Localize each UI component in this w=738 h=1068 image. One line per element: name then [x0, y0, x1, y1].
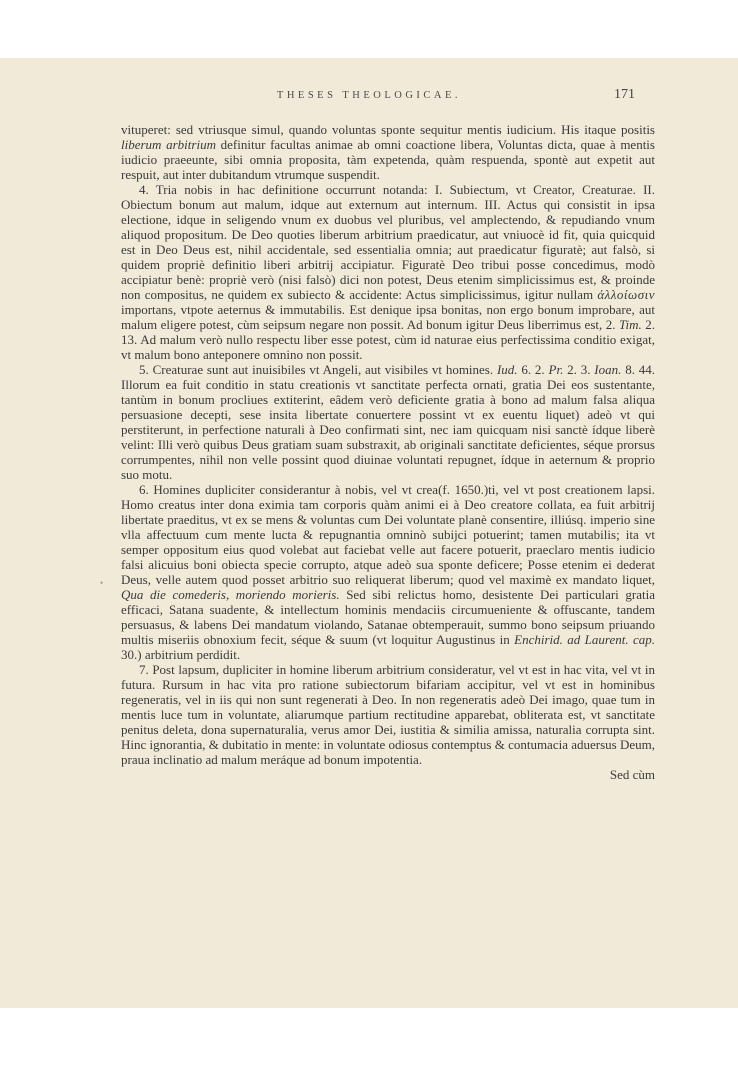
margin-speck: • [100, 578, 104, 588]
page-header [0, 87, 738, 107]
scripture-ref: Tim. [618, 317, 642, 332]
catchword: Sed cùm [609, 767, 655, 782]
scripture-ref: Ioan. [594, 362, 622, 377]
running-head: THESES THEOLOGICAE. [276, 90, 462, 101]
paragraph-continuation: vituperet: sed vtriusque simul, quando voluntas sponte sequitur mentis iudicium. His itaque positis liberum arbitrium definitur facultas animae ab omni coactione libera, Voluntas dicta, quae à mentis iudicio praeeunte, sibi omnia proposita, tàm expetenda, quàm respuenda, spontè aut expetit aut respuit, aut inter dubitandum vtrumque suspendit. [121, 122, 655, 182]
scan-margin-top [0, 0, 738, 58]
citation: Enchirid. ad Laurent. cap. [514, 632, 655, 647]
paragraph-4: 4. Tria nobis in hac definitione occurrunt notanda: I. Subiectum, vt Creator, Creaturae. II. Obiectum bonum aut malum, idque aut externum aut internum. III. Actus qui consistit in ipsa electione, idque in seligendo vnum ex duobus vel pluribus, vel amplectendo, & repudiando vnum aliquod propositum. De Deo quoties liberum arbitrium praedicatur, aut vniuocè id fit, quia quicquid est in Deo Deus est, nihil accidentale, sed essentialia omnia; aut praedicatur figuratè; aut falsò, si quidem propriè definitio liberi arbitrij accipiatur. Figuratè Deo tribui posse concedimus, modò accipiatur benè: propriè verò (nisi falsò) dici non potest, Deus etenim simplicissimus est, & proinde non compositus, ne quidem ex subiecto & accidente: Actus simplicissimus, igitur nullam ἀλλοίωσιν importans, vtpote aeternus & immutabilis. Est denique ipsa bonitas, non ergo bonum improbare, aut malum eligere potest, cùm seipsum negare non possit. Ad bonum igitur Deus liberrimus est, 2. Tim. 2. 13. Ad malum verò nullo respectu liber esse potest, cùm id naturae eius perfectissima conditio exigat, vt malum bono anteponere omnino non possit. [121, 182, 655, 362]
italic-term: liberum arbitrium [121, 137, 216, 152]
body-text [121, 122, 655, 782]
paragraph-5: 5. Creaturae sunt aut inuisibiles vt Angeli, aut visibiles vt homines. Iud. 6. 2. Pr. 2. 3. Ioan. 8. 44. Illorum ea fuit conditio in statu creationis vt sanctitate perfecta ornati, gratia Dei eos sustentante, tantùm in bonum procliues extiterint, eâdem verò deficiente gratia à bono ad malum falsa aliqua persuasione decepti, sese insita libertate conuertere possint vt ex euentu liquet) adeò vt qui perstiterunt, in perfectione naturali à Deo confirmati sint, nec iam quicquam nisi sanctè ídque liberè velint: Illi verò quibus Deus gratiam suam substraxit, ab originali sanctitate deficientes, séque prorsus corrumpentes, nihil non velle possint quod diuinae voluntati repugnet, ídque in aeternum & proprio suo motu. [121, 362, 656, 482]
quotation: Qua die comederis, moriendo morieris. [121, 587, 340, 602]
greek-word: ἀλλοίωσιν [597, 287, 655, 302]
paragraph-7: 7. Post lapsum, dupliciter in homine liberum arbitrium consideratur, vel vt est in hac vita, vel vt in futura. Rursum in hac vita pro ratione subiectorum bifariam accipitur, vel vt est in hominibus regeneratis, vel in iis qui non sunt regenerati à Deo. In non regeneratis adeò Dei imago, quae tum in mentis luce tum in voluntate, aliarumque partium rectitudine apparebat, obliterata est, vt sanctitate penitus deleta, dona supernaturalia, verus amor Dei, iustitia & similia amissa, naturalia corrupta sint. Hinc ignorantia, & dubitatio in mente: in voluntate odiosus contemptus & contumacia aduersus Deum, praua inclinatio ad malum meráque ad bonum impotentia. [121, 662, 655, 767]
paragraph-6: 6. Homines dupliciter considerantur à nobis, vel vt crea(f. 1650.)ti, vel vt post creationem lapsi. Homo creatus inter dona eximia tam corporis quàm animi ei à Deo creatore collata, ea fuit arbitrij libertate praeditus, vt ex se mens & voluntas cum Dei voluntate planè consentire, illiúsq. imperio sine vlla affectuum cum mente lucta & repugnantia omninò subijci potuerint; tamen mutabilis; ita vt semper oppositum eius quod volebat aut faciebat velle aut facere potuerit, praeclaro mentis iudicio falsi alicuius boni obiecta specie corrupto, atque adeò sua sponte deficere; Posse etenim ei dederat Deus, velle autem quod posset arbitrio suo reliquerat liberum; quod vel maximè ex mandato liquet, Qua die comederis, moriendo morieris. Sed sibi relictus homo, desistente Dei particulari gratia efficaci, Satana suadente, & intellectum hominis mendaciis circumueniente & offuscante, tandem persuasus, & labens Dei mandatum violando, Satanae obtemperauit, summo bono seipsum priuando multis miseriis obnoxium fecit, séque & suum (vt loquitur Augustinus in Enchirid. ad Laurent. cap. 30.) arbitrium perdidit. [121, 482, 655, 662]
scripture-ref: Iud. [496, 362, 518, 377]
page-number: 171 [614, 87, 635, 102]
scan-margin-bottom [0, 1008, 738, 1068]
scripture-ref: Pr. [548, 362, 564, 377]
